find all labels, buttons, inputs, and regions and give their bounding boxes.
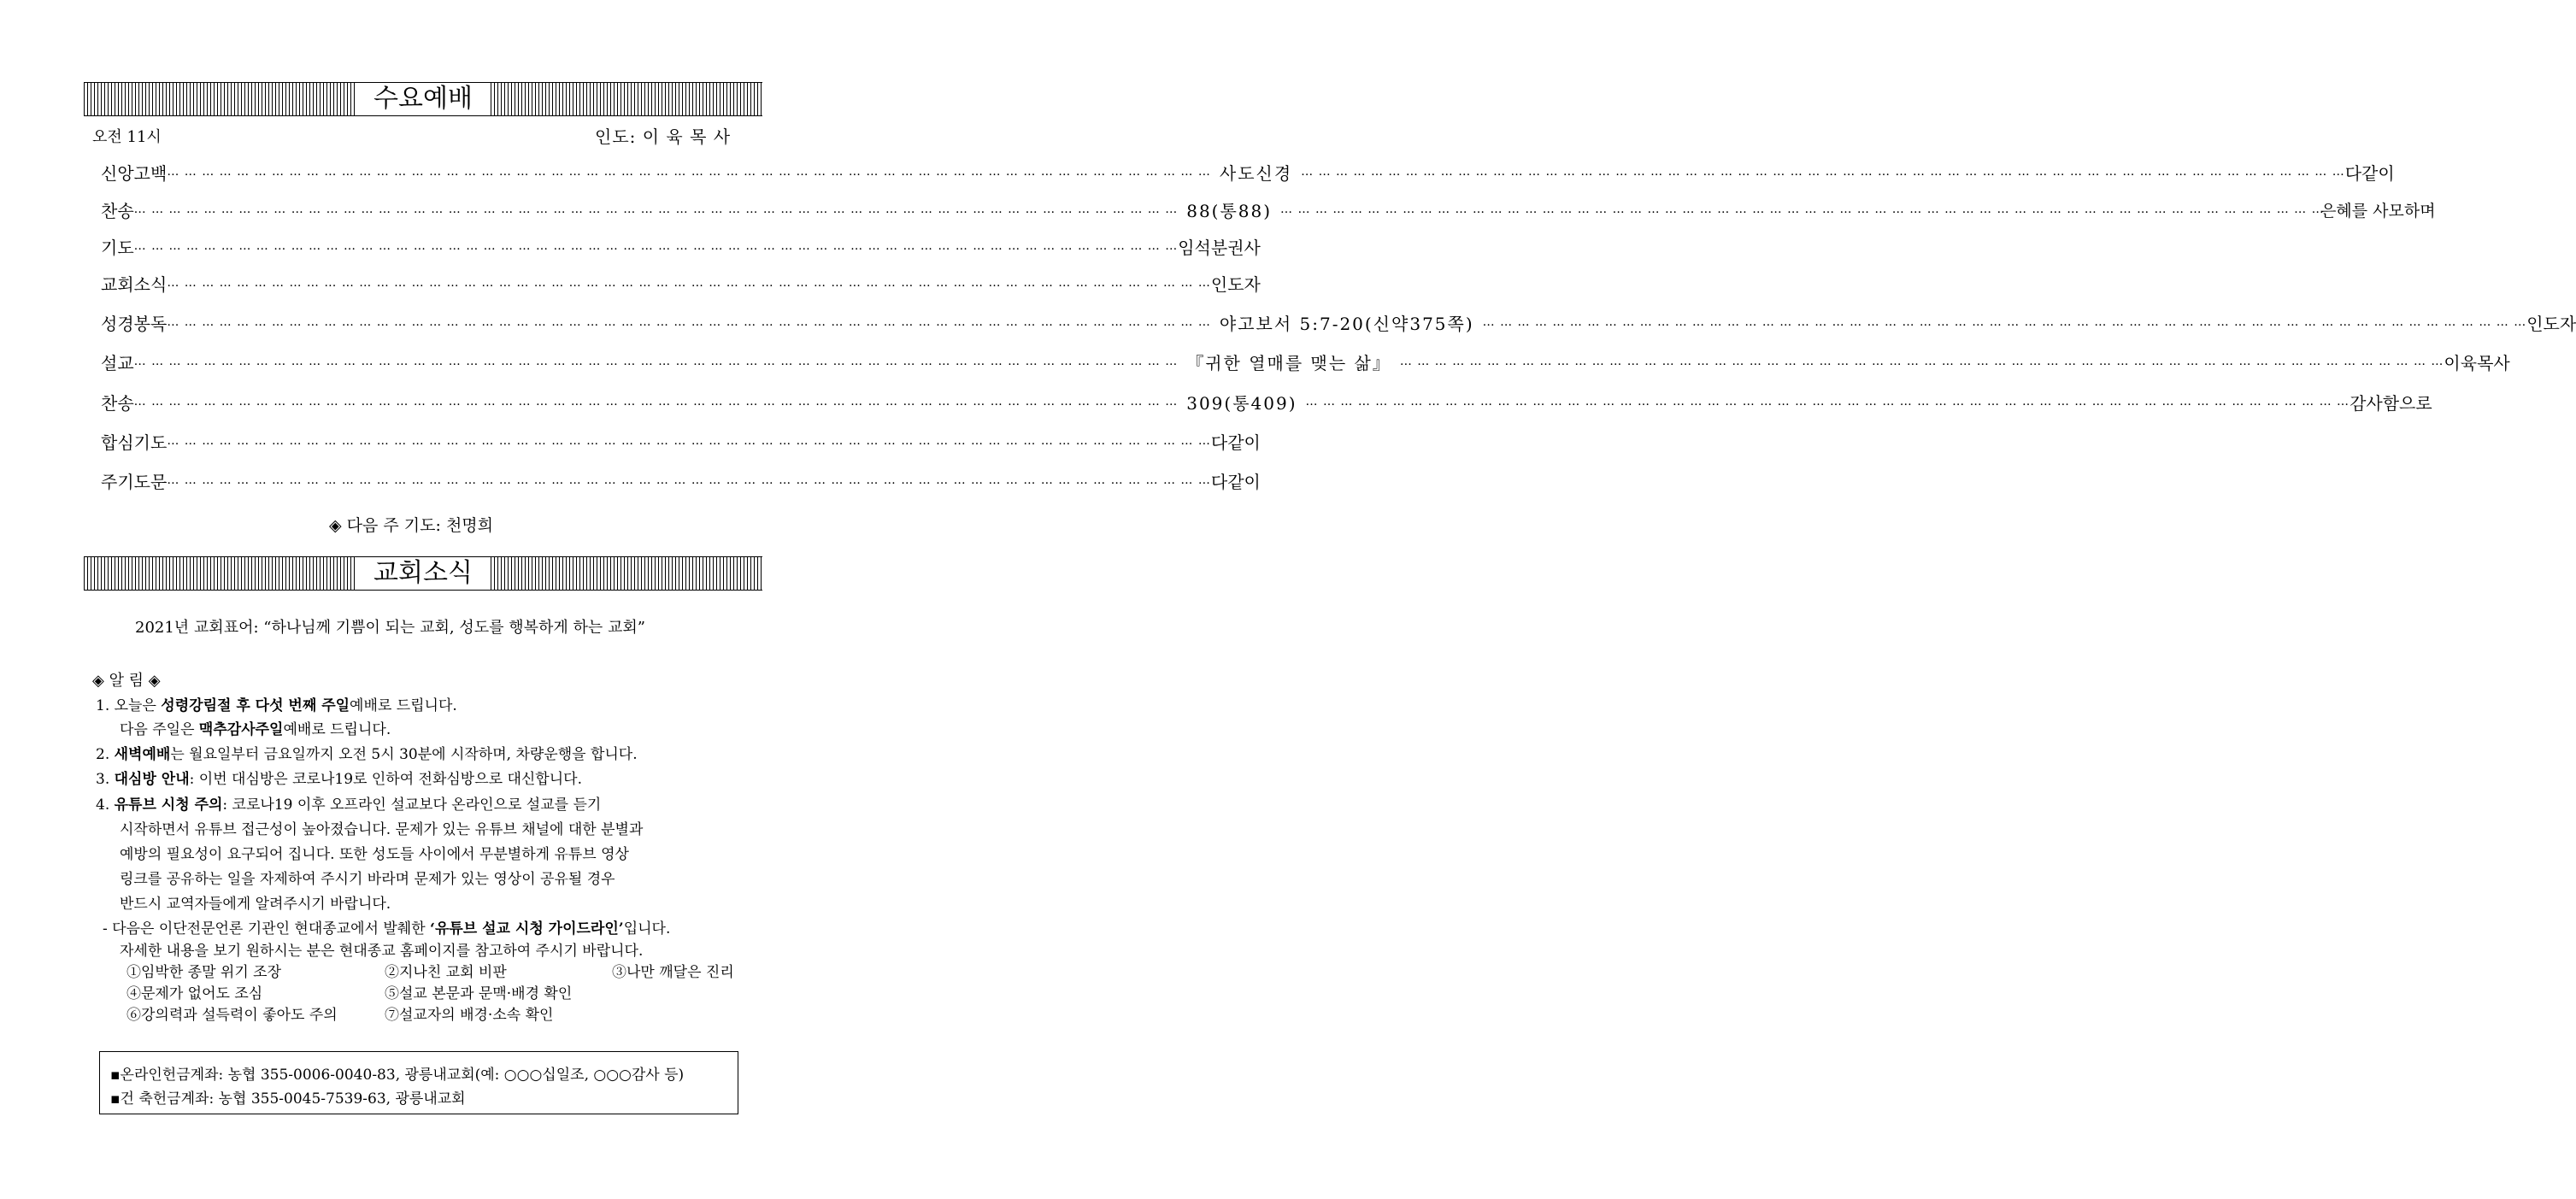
leader-dots: … … … … … … … … … … … … … … … … … … … … … … … … … … … … … … … … … … … … … … … … … … … … … … … … … … … … … … … … … … … … [1305,395,2350,408]
worship-item-content: 『귀한 열매를 맺는 삶』 [1186,352,1391,373]
worship-item-label: 성 경 봉 독 [101,313,168,334]
worship-item-person: 인 도 자 [1210,273,1261,295]
worship-item-content: 야고보서 5:7-20(신약375쪽) [1219,313,1474,334]
worship-item-label: 신 앙 고 백 [101,162,168,184]
leader-dots: … … … … … … … … … … … … … … … … … … … … … … … … … … … … … … … … … … … … … … … … … … … … … … … … … … … … … … … … … … … … [133,203,1179,216]
worship-item-person: 이 육 목 사 [2444,352,2510,373]
next-week-prayer: ◈ 다음 주 기도: 천명희 [329,516,494,535]
guideline-3: ③나만 깨달은 진리 [612,964,734,981]
worship-row [101,389,2432,414]
church-motto: 2021년 교회표어: “하나님께 기쁨이 되는 교회, 성도를 행복하게 하는 교회” [135,619,645,637]
leader-dots: … … … … … … … … … … … … … … … … … … … … … … … … … … … … … … … … … … … … … … … … … … … … … … … … … … … … … … … … … … … … [167,165,1211,179]
notice-4: 4. 유튜브 시청 주의: 코로나19 이후 오프라인 설교보다 온라인으로 설교를 듣기 [96,796,602,814]
worship-row [101,349,2510,374]
guideline-5: ⑤설교 본문과 문맥·배경 확인 [385,985,573,1002]
worship-row [101,270,1261,296]
guideline-1: ①임박한 종말 위기 조장 [126,964,282,981]
worship-item-person: 다 같 이 [1210,471,1261,492]
worship-leader: 인도: 이 육 목 사 [595,126,732,147]
notice-4-line3: 예방의 필요성이 요구되어 집니다. 또한 성도들 사이에서 무분별하게 유튜브 영상 [120,846,629,863]
worship-item-label: 설 교 [101,352,134,373]
worship-item-label: 기 도 [101,237,134,258]
worship-time: 오전 11시 [92,128,162,146]
guideline-intro-2: 자세한 내용을 보기 원하시는 분은 현대종교 홈페이지를 참고하여 주시기 바랍니다. [120,943,644,960]
worship-item-person: 다 같 이 [2344,162,2395,184]
guideline-4: ④문제가 없어도 조심 [126,985,263,1002]
notice-3: 3. 대심방 안내: 이번 대심방은 코로나19로 인하여 전화심방으로 대신합니다. [96,771,582,788]
news-banner [84,556,762,591]
worship-item-person: 인 도 자 [2526,313,2576,334]
worship-item-label: 찬 송 [101,200,134,221]
notice-4-line5: 반드시 교역자들에게 알려주시기 바랍니다. [120,896,391,913]
worship-row [101,428,1261,454]
building-offering-account: ▪건 축헌금계좌: 농협 355-0045-7539-63, 광릉내교회 [110,1090,466,1108]
guideline-6: ⑥강의력과 설득력이 좋아도 주의 [126,1007,338,1024]
notice-4-line2: 시작하면서 유튜브 접근성이 높아졌습니다. 문제가 있는 유튜브 채널에 대한 분별과 [120,821,644,838]
leader-dots: … … … … … … … … … … … … … … … … … … … … … … … … … … … … … … … … … … … … … … … … … … … … … … … … … … … … … … … … … … … … [1399,355,2444,368]
worship-row [101,467,1261,493]
guideline-7: ⑦설교자의 배경·소속 확인 [385,1007,554,1024]
worship-row [101,309,2576,335]
worship-row [101,233,1261,259]
notice-2: 2. 새벽예배는 월요일부터 금요일까지 오전 5시 30분에 시작하며, 차량운행을 합니다. [96,746,638,763]
leader-dots: … … … … … … … … … … … … … … … … … … … … … … … … … … … … … … … … … … … … … … … … … … … … … … … … … … … … … … … … … … … … [167,315,1211,329]
notice-4-line4: 링크를 공유하는 일을 자제하여 주시기 바라며 문제가 있는 영상이 공유될 경우 [120,871,615,888]
worship-row [101,159,2395,185]
notice-1b: 다음 주일은 맥추감사주일예배로 드립니다. [120,721,391,738]
news-title: 교회소식 [356,557,490,590]
leader-dots: … … … … … … … … … … … … … … … … … … … … … … … … … … … … … … … … … … … … … … … … … … … … … … … … … … … … … … … … … … … … [167,434,1211,448]
leader-dots: … … … … … … … … … … … … … … … … … … … … … … … … … … … … … … … … … … … … … … … … … … … … … … … … … … … … … … … … … … … … [167,276,1211,290]
worship-row [101,197,2436,222]
guideline-2: ②지나친 교회 비판 [385,964,507,981]
offering-accounts-box [99,1051,738,1114]
leader-dots: … … … … … … … … … … … … … … … … … … … … … … … … … … … … … … … … … … … … … … … … … … … … … … … … … … … … … … … … … … … … [133,355,1179,368]
online-offering-account: ▪온라인헌금계좌: 농협 355-0006-0040-83, 광릉내교회(예: ○○○십일조, ○○○감사 등) [110,1067,685,1084]
worship-item-label: 찬 송 [101,392,134,414]
worship-item-person: 다 같 이 [1210,432,1261,453]
notice-header: ◈ 알 림 ◈ [92,672,161,690]
worship-item-person: 임 석 분 권 사 [1178,237,1261,258]
worship-item-content: 사도신경 [1219,162,1293,184]
worship-banner [84,82,762,116]
guideline-intro: - 다음은 이단전문언론 기관인 현대종교에서 발췌한 ‘유튜브 설교 시청 가이드라인’입니다. [103,920,671,937]
worship-item-label: 주 기 도 문 [101,471,168,492]
worship-item-content: 88(통88) [1186,200,1273,221]
leader-dots: … … … … … … … … … … … … … … … … … … … … … … … … … … … … … … … … … … … … … … … … … … … … … … … … … … … … … … … … … … … … [1280,203,2325,216]
worship-item-person: 은혜를 사모하며 [2320,201,2436,220]
leader-dots: … … … … … … … … … … … … … … … … … … … … … … … … … … … … … … … … … … … … … … … … … … … … … … … … … … … … … … … … … … … … [1482,315,2527,329]
leader-dots: … … … … … … … … … … … … … … … … … … … … … … … … … … … … … … … … … … … … … … … … … … … … … … … … … … … … … … … … … … … … [1301,165,2345,179]
worship-item-content: 309(통409) [1186,392,1297,414]
leader-dots: … … … … … … … … … … … … … … … … … … … … … … … … … … … … … … … … … … … … … … … … … … … … … … … … … … … … … … … … … … … … [167,473,1211,487]
notice-1a: 1. 오늘은 성령강림절 후 다섯 번째 주일예배로 드립니다. [96,697,457,714]
worship-title: 수요예배 [356,83,490,115]
leader-dots: … … … … … … … … … … … … … … … … … … … … … … … … … … … … … … … … … … … … … … … … … … … … … … … … … … … … … … … … … … … … [133,239,1179,253]
leader-dots: … … … … … … … … … … … … … … … … … … … … … … … … … … … … … … … … … … … … … … … … … … … … … … … … … … … … … … … … … … … … [133,395,1179,408]
worship-item-person: 감 사 함 으 로 [2350,392,2432,414]
worship-item-label: 교 회 소 식 [101,273,168,295]
worship-item-label: 합 심 기 도 [101,432,168,453]
